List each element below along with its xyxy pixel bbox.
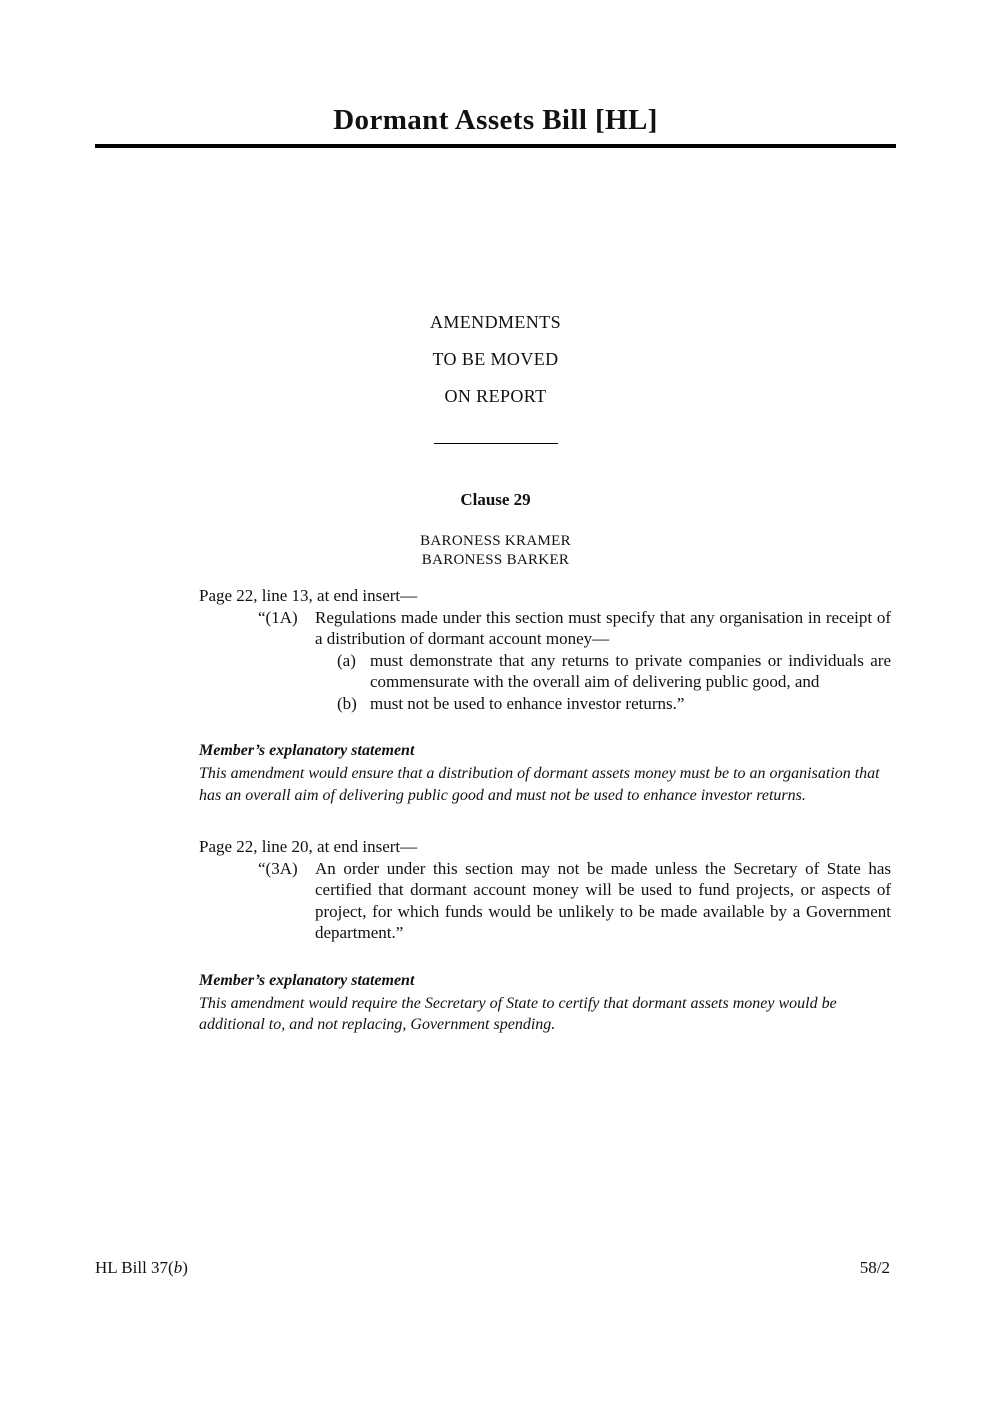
heading-line-on-report: ON REPORT [444, 386, 547, 406]
clause-heading: Clause 29 [460, 490, 531, 509]
heading-line-amendments: AMENDMENTS [429, 312, 561, 332]
amendment-intro: Page 22, line 13, at end insert— [199, 586, 418, 605]
section-divider [434, 443, 558, 444]
subsection-text: An order under this section may not be made unless the Secretary of State has certified that dormant account money will be used to fund projects, or aspects of project, for which funds would be unlikely to be made available by a Government department.” [315, 858, 891, 942]
amendment-1 [0, 585, 991, 806]
sponsor-name: BARONESS KRAMER [420, 533, 571, 549]
amendment-subsection-1A [258, 607, 891, 715]
bill-number [95, 1258, 188, 1278]
amendments-heading [0, 304, 991, 415]
item-label: (b) [337, 693, 357, 713]
page-title: Dormant Assets Bill [HL] [333, 104, 658, 136]
heading-line-to-be-moved: TO BE MOVED [432, 349, 559, 369]
list-item-b [337, 693, 891, 715]
amendment-subsection-3A [258, 858, 891, 944]
item-text: must not be used to enhance investor returns.” [370, 693, 685, 713]
title-rule-divider [95, 144, 896, 148]
amendment-intro: Page 22, line 20, at end insert— [199, 837, 418, 856]
explanatory-statement-heading: Member’s explanatory statement [199, 971, 415, 989]
subsection-label: “(1A) [258, 607, 298, 627]
sheet-number: 58/2 [859, 1258, 890, 1277]
amendment-2 [0, 836, 991, 1036]
item-label: (a) [337, 650, 356, 670]
item-text: must demonstrate that any returns to private companies or individuals are commensurate with the overall aim of delivering public good, and [370, 650, 891, 691]
explanatory-statement-heading: Member’s explanatory statement [199, 742, 415, 759]
page-footer [95, 1258, 890, 1278]
subsection-text: Regulations made under this section must specify that any organisation in receipt of a distribution of dormant account money— [315, 607, 891, 648]
explanatory-statement-text: This amendment would require the Secretary of State to certify that dormant assets money would be additional to, and not replacing, Government spending. [199, 994, 837, 1033]
explanatory-statement-text: This amendment would ensure that a distribution of dormant assets money must be to an organisation that has an overall aim of delivering public good and must not be used to enhance investor returns. [199, 765, 880, 804]
subsection-label: “(3A) [258, 858, 298, 878]
bill-number-italic: b [173, 1258, 183, 1277]
sponsor-name: BARONESS BARKER [421, 552, 570, 568]
bill-number-prefix: HL Bill 37( [95, 1258, 174, 1277]
subsection-body [315, 858, 891, 944]
sponsor-list [0, 532, 991, 570]
bill-number-suffix: ) [182, 1258, 188, 1277]
subsection-body [315, 607, 891, 715]
list-item-a [337, 650, 891, 693]
